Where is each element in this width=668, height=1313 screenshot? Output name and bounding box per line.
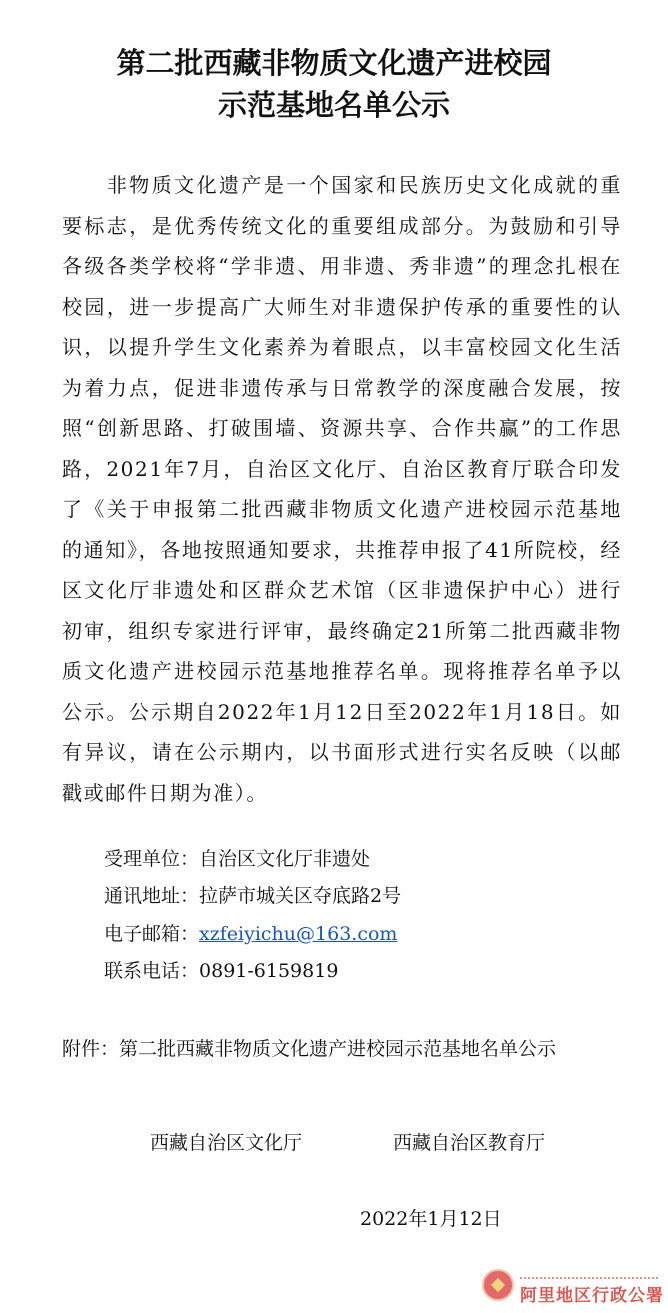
watermark-text: 阿里地区行政公署 <box>520 1286 664 1306</box>
watermark-tibetan-script <box>520 1263 658 1279</box>
page-title-line1: 第二批西藏非物质文化遗产进校园 <box>116 46 552 80</box>
contact-address-value: 拉萨市城关区夺底路2号 <box>199 885 402 907</box>
contact-address <box>104 883 401 909</box>
page-title-line2: 示范基地名单公示 <box>217 88 450 122</box>
announcement-body: 非物质文化遗产是一个国家和民族历史文化成就的重要标志，是优秀传统文化的重要组成部分。为鼓励和引导各级各类学校将“学非遗、用非遗、秀非遗”的理念扎根在校园，进一步提高广大师生对非遗保护传承的重要性的认识，以提升学生文化素养为着眼点，以丰富校园文化生活为着力点，促进非遗传承与日常教学的深度融合发展，按照“创新思路、打破围墙、资源共享、合作共赢”的工作思路，2021年7月，自治区文化厅、自治区教育厅联合印发了《关于申报第二批西藏非物质文化遗产进校园示范基地的通知》，各地按照通知要求，共推荐申报了41所院校，经区文化厅非遗处和区群众艺术馆（区非遗保护中心）进行初审，组织专家进行评审，最终确定21所第二批西藏非物质文化遗产进校园示范基地推荐名单。现将推荐名单予以公示。公示期自2022年1月12日至2022年1月18日。如有异议，请在公示期内，以书面形式进行实名反映（以邮戳或邮件日期为准）。 <box>62 173 622 805</box>
signature-education-dept: 西藏自治区教育厅 <box>393 1132 546 1154</box>
contact-email-label: 电子邮箱： <box>104 923 200 945</box>
watermark <box>482 1259 662 1309</box>
contact-phone-value: 0891-6159819 <box>199 960 339 982</box>
national-emblem-icon <box>482 1269 514 1301</box>
contact-unit <box>104 846 370 872</box>
issue-date: 2022年1月12日 <box>360 1208 502 1230</box>
contact-email <box>104 921 397 947</box>
contact-address-label: 通讯地址： <box>104 885 200 907</box>
email-link[interactable]: xzfeiyichu@163.com <box>199 923 398 945</box>
attachment-note: 附件：第二批西藏非物质文化遗产进校园示范基地名单公示 <box>62 1038 557 1060</box>
signature-culture-dept: 西藏自治区文化厅 <box>150 1132 303 1154</box>
contact-unit-value: 自治区文化厅非遗处 <box>199 848 371 870</box>
contact-unit-label: 受理单位： <box>104 848 200 870</box>
contact-phone-label: 联系电话： <box>104 960 200 982</box>
contact-phone <box>104 958 338 984</box>
